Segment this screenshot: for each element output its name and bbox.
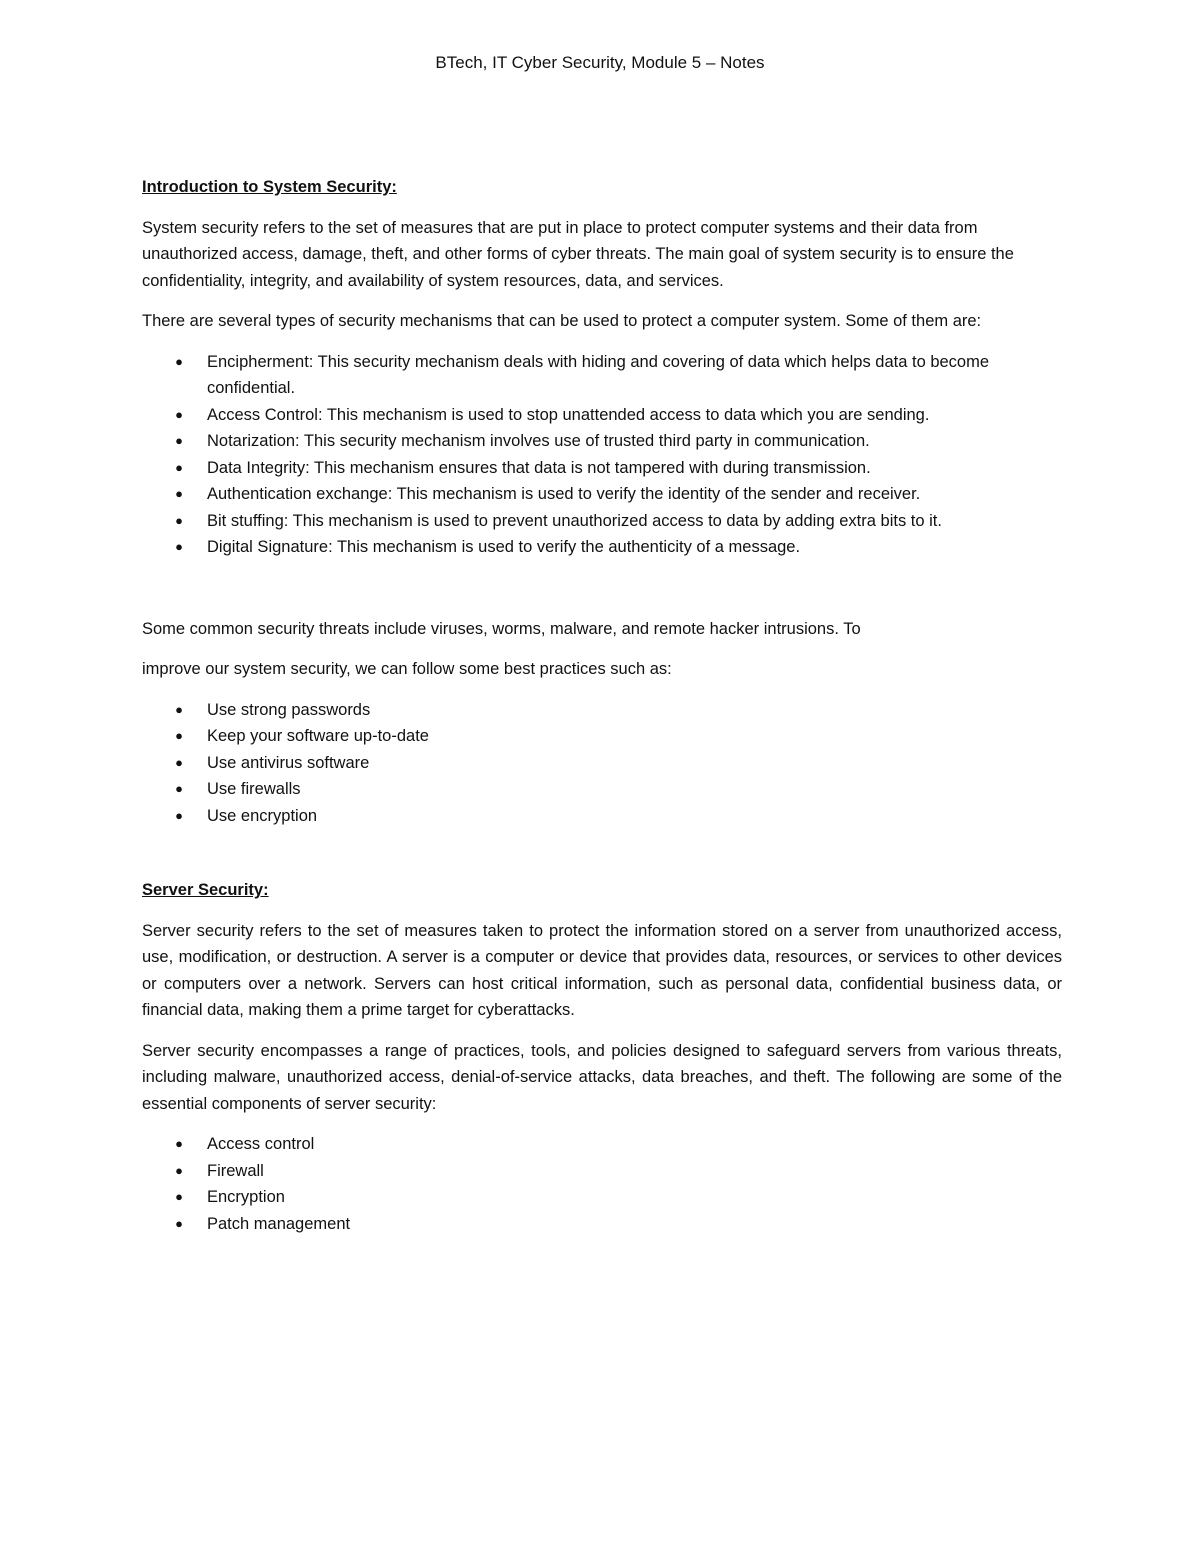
bullet-icon: ●	[175, 512, 183, 528]
list-item	[142, 1158, 1062, 1185]
paragraph: improve our system security, we can follow some best practices such as:	[142, 660, 672, 678]
page-header-title: BTech, IT Cyber Security, Module 5 – Notes	[435, 53, 765, 72]
best-practices-list	[142, 697, 1062, 830]
paragraph: System security refers to the set of measures that are put in place to protect computer systems and their data from unauthorized access, damage, theft, and other forms of cyber threats. The main goal of system security is to ensure the confidentiality, integrity, and availability of system resources, data, and services.	[142, 218, 1014, 290]
list-item-text: Digital Signature: This mechanism is used to verify the authenticity of a message.	[207, 538, 801, 556]
list-item-text: Use firewalls	[207, 780, 301, 798]
bullet-icon: ●	[175, 459, 183, 475]
list-item-text: Use strong passwords	[207, 700, 371, 719]
bullet-icon: ●	[175, 433, 183, 448]
list-item	[142, 481, 1062, 508]
list-item-text: Use encryption	[207, 806, 318, 825]
section-heading-system-security: Introduction to System Security:	[142, 178, 397, 196]
bullet-icon: ●	[175, 807, 183, 823]
bullet-icon: ●	[175, 728, 183, 743]
list-item	[142, 428, 1062, 455]
server-security-section	[142, 877, 1062, 1237]
bullet-icon: ●	[175, 1162, 183, 1178]
list-item-text: Notarization: This security mechanism involves use of trusted third party in communication.	[207, 432, 870, 450]
bullet-icon: ●	[175, 486, 183, 501]
list-item	[142, 776, 1062, 803]
list-item-text: Keep your software up-to-date	[207, 727, 429, 745]
paragraph: There are several types of security mechanisms that can be used to protect a computer system. Some of them are:	[142, 312, 982, 330]
list-item-text: Data Integrity: This mechanism ensures that data is not tampered with during transmission.	[207, 458, 871, 477]
list-item	[142, 1184, 1062, 1211]
blank-line	[142, 843, 1062, 877]
blank-line	[142, 575, 1062, 616]
bullet-icon: ●	[175, 781, 183, 796]
document-body	[142, 174, 1062, 1251]
list-item-text: Encipherment: This security mechanism deals with hiding and covering of data which helps data to become confidential.	[207, 352, 990, 397]
list-item	[142, 1131, 1062, 1158]
bullet-icon: ●	[175, 1136, 183, 1151]
list-item-text: Access control	[207, 1135, 315, 1153]
list-item	[142, 455, 1062, 482]
bullet-icon: ●	[175, 539, 183, 554]
list-item-text: Patch management	[207, 1214, 351, 1233]
list-item	[142, 349, 1062, 402]
list-item	[142, 723, 1062, 750]
list-item	[142, 803, 1062, 830]
bullet-icon: ●	[175, 701, 183, 717]
list-item-text: Use antivirus software	[207, 753, 370, 772]
bullet-icon: ●	[175, 353, 183, 369]
list-item	[142, 402, 1062, 429]
paragraph: Server security refers to the set of measures taken to protect the information stored on a server from unauthorized access, use, modification, or destruction. A server is a computer or device that provides data, resources, or services to other devices or computers over a network. Servers can host critical information, such as personal data, confidential business data, or financial data, making them a prime target for cyberattacks.	[142, 921, 1062, 1019]
list-item	[142, 534, 1062, 561]
list-item	[142, 508, 1062, 535]
bullet-icon: ●	[175, 1189, 183, 1204]
list-item-text: Authentication exchange: This mechanism is used to verify the identity of the sender and receiver.	[207, 485, 921, 503]
list-item-text: Bit stuffing: This mechanism is used to prevent unauthorized access to data by adding extra bits to it.	[207, 511, 942, 530]
list-item	[142, 750, 1062, 777]
bullet-icon: ●	[175, 406, 183, 422]
paragraph: Server security encompasses a range of practices, tools, and policies designed to safeguard servers from various threats, including malware, unauthorized access, denial-of-service attacks, data breaches, and theft. The following are some of the essential components of server security:	[142, 1041, 1062, 1113]
mechanisms-list	[142, 349, 1062, 561]
list-item-text: Encryption	[207, 1188, 285, 1206]
list-item-text: Firewall	[207, 1161, 264, 1180]
bullet-icon: ●	[175, 1215, 183, 1231]
system-security-section	[142, 174, 1062, 829]
list-item	[142, 1211, 1062, 1238]
list-item	[142, 697, 1062, 724]
server-components-list	[142, 1131, 1062, 1237]
list-item-text: Access Control: This mechanism is used to stop unattended access to data which you are sending.	[207, 405, 930, 424]
bullet-icon: ●	[175, 754, 183, 770]
section-heading-server-security: Server Security:	[142, 881, 269, 899]
paragraph: Some common security threats include viruses, worms, malware, and remote hacker intrusions. To	[142, 619, 861, 638]
